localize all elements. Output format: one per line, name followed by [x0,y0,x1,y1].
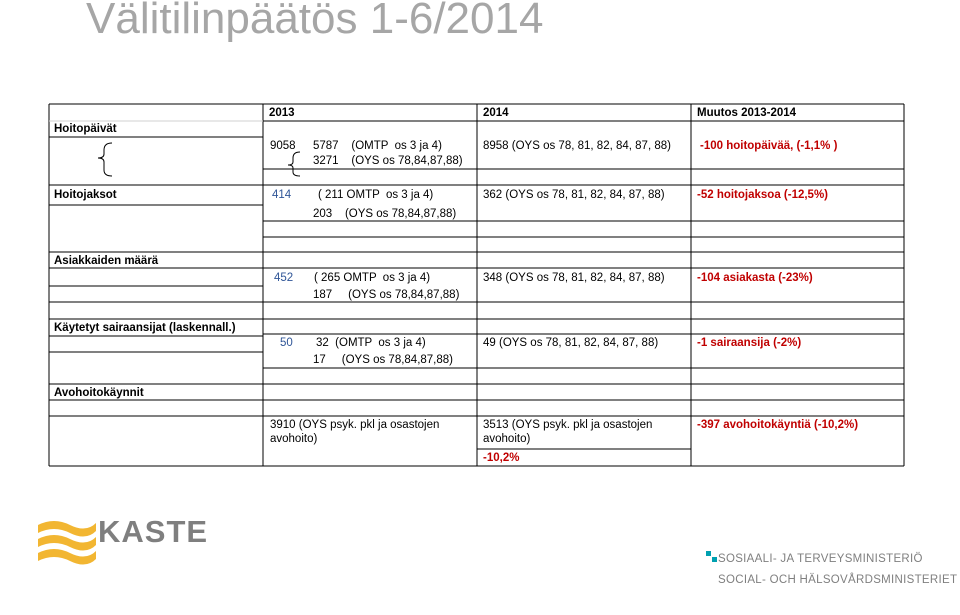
kaste-logo-text: KASTE [98,514,209,549]
hoitopaivat-2013-oys: 3271 (OYS os 78,84,87,88) [313,155,463,167]
ministry-name-sv: SOCIAL- OCH HÄLSOVÅRDSMINISTERIET [718,574,958,586]
row-label-hoitopaivat: Hoitopäivät [54,123,117,135]
asiakkaat-2013-total: 452 [274,272,294,284]
ministry-logo-icon [706,551,718,565]
header-2013: 2013 [269,107,295,119]
avohoito-2013: 3910 (OYS psyk. pkl ja osastojen avohoito) [270,419,440,445]
row-label-hoitojaksot: Hoitojaksot [54,189,117,201]
kaste-logo-icon [36,515,98,573]
row-label-asiakkaat: Asiakkaiden määrä [54,255,159,267]
hoitopaivat-2013-total: 9058 [270,140,296,152]
sairaansijat-2013-total: 50 [280,337,293,349]
asiakkaat-2013-oys: 187 (OYS os 78,84,87,88) [313,289,460,301]
avohoito-2014-pct: -10,2% [483,452,520,464]
asiakkaat-2014: 348 (OYS os 78, 81, 82, 84, 87, 88) [483,272,665,284]
asiakkaat-2013-omtp: ( 265 OMTP os 3 ja 4) [314,272,431,284]
hoitopaivat-2013-omtp: 5787 (OMTP os 3 ja 4) [313,140,442,152]
hoitojaksot-2014: 362 (OYS os 78, 81, 82, 84, 87, 88) [483,189,665,201]
sairaansijat-2013-omtp: 32 (OMTP os 3 ja 4) [316,337,426,349]
row-label-avohoito: Avohoitokäynnit [54,387,144,399]
hoitojaksot-2013-omtp: ( 211 OMTP os 3 ja 4) [318,189,434,201]
hoitopaivat-2014: 8958 (OYS os 78, 81, 82, 84, 87, 88) [483,140,671,152]
hoitojaksot-2013-oys: 203 (OYS os 78,84,87,88) [313,208,457,220]
page-title: Välitilinpäätös 1-6/2014 [86,0,544,43]
sairaansijat-2014: 49 (OYS os 78, 81, 82, 84, 87, 88) [483,337,659,349]
avohoito-2014: 3513 (OYS psyk. pkl ja osastojen avohoito) [483,419,653,445]
sairaansijat-2013-oys: 17 (OYS os 78,84,87,88) [313,354,453,366]
asiakkaat-change: -104 asiakasta (-23%) [697,272,813,284]
header-2014: 2014 [483,107,509,119]
hoitojaksot-2013-total: 414 [272,189,292,201]
ministry-name-fi: SOSIAALI- JA TERVEYSMINISTERIÖ [718,553,923,565]
sairaansijat-change: -1 sairaansija (-2%) [697,337,802,349]
header-change: Muutos 2013-2014 [697,107,797,119]
avohoito-change: -397 avohoitokäyntiä (-10,2%) [697,419,859,431]
hoitopaivat-change: -100 hoitopäivää, (-1,1% ) [700,140,838,152]
row-label-sairaansijat: Käytetyt sairaansijat (laskennall.) [54,322,236,334]
hoitojaksot-change: -52 hoitojaksoa (-12,5%) [697,189,829,201]
